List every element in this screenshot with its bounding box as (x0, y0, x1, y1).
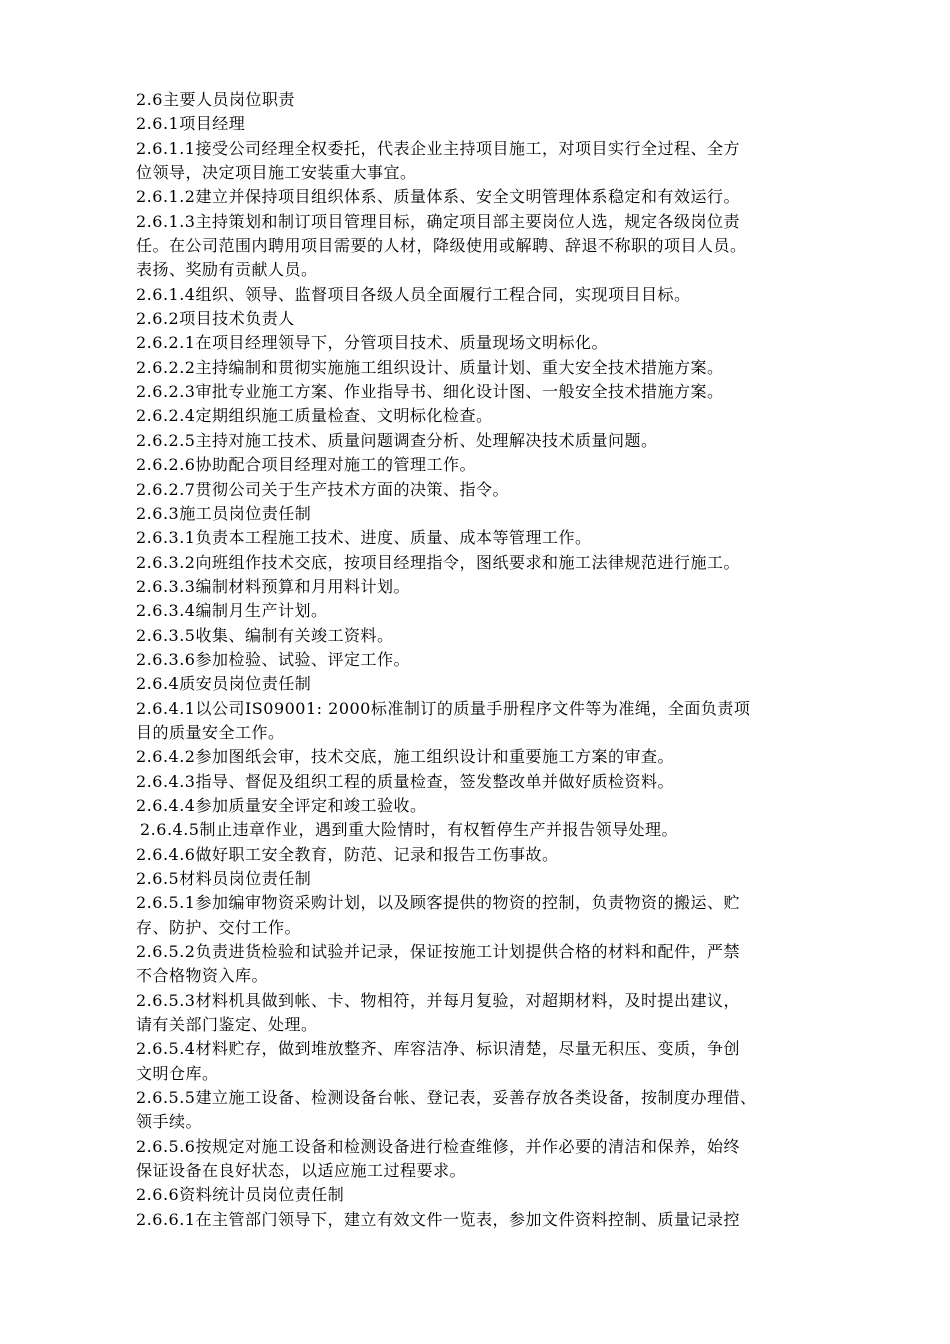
text-line: 2.6.4.6做好职工安全教育，防范、记录和报告工伤事故。 (136, 844, 559, 864)
text-line: 2.6.5.5建立施工设备、检测设备台帐、登记表，妥善存放各类设备，按制度办理借、 (136, 1088, 757, 1108)
text-line: 表扬、奖励有贡献人员。 (136, 260, 318, 280)
text-line: 2.6.1.2建立并保持项目组织体系、质量体系、安全文明管理体系稳定和有效运行。 (136, 187, 740, 207)
text-line: 任。在公司范围内聘用项目需要的人材，降级使用或解聘、辞退不称职的项目人员。 (136, 236, 747, 256)
text-line: 2.6.2.5主持对施工技术、质量问题调查分析、处理解决技术质量问题。 (136, 430, 658, 450)
text-line: 2.6.5.4材料贮存，做到堆放整齐、库容洁净、标识清楚，尽量无积压、变质，争创 (136, 1039, 740, 1059)
text-line: 2.6.5.2负责进货检验和试验并记录，保证按施工计划提供合格的材料和配件，严禁 (136, 942, 740, 962)
section-heading: 2.6主要人员岗位职责 (136, 90, 295, 109)
text-line: 目的质量安全工作。 (136, 722, 285, 742)
text-line: 2.6.6.1在主管部门领导下，建立有效文件一览表，参加文件资料控制、质量记录控 (136, 1209, 740, 1229)
text-line: 2.6.5.1参加编审物资采购计划，以及顾客提供的物资的控制，负责物资的搬运、贮 (136, 893, 740, 913)
text-line: 请有关部门鉴定、处理。 (136, 1015, 318, 1035)
text-line: 2.6.2.6协助配合项目经理对施工的管理工作。 (136, 455, 476, 475)
text-line: 2.6.2.4定期组织施工质量检查、文明标化检查。 (136, 406, 493, 426)
text-line: 2.6.4.1以公司IS09001: 2000标准制订的质量手册程序文件等为准绳，全面负责项 (136, 698, 751, 718)
text-line: 2.6.1.3主持策划和制订项目管理目标，确定项目部主要岗位人选，规定各级岗位责 (136, 211, 740, 231)
subsection-heading: 2.6.5材料员岗位责任制 (136, 869, 312, 888)
text-line: 存、防护、交付工作。 (136, 917, 302, 937)
text-line: 2.6.3.4编制月生产计划。 (136, 601, 328, 621)
text-line: 位领导，决定项目施工安装重大事宜。 (136, 163, 417, 183)
text-line: 2.6.5.3材料机具做到帐、卡、物相符，并每月复验，对超期材料，及时提出建议， (136, 990, 740, 1010)
document-page (136, 88, 848, 1232)
text-line: 文明仓库。 (136, 1063, 219, 1083)
subsection-heading: 2.6.3施工员岗位责任制 (136, 503, 312, 523)
text-line: 2.6.4.4参加质量安全评定和竣工验收。 (136, 795, 427, 815)
text-line: 不合格物资入库。 (136, 966, 269, 986)
text-line: 2.6.3.2向班组作技术交底，按项目经理指令，图纸要求和施工法律规范进行施工。 (136, 552, 740, 572)
text-line: 2.6.2.2主持编制和贯彻实施施工组织设计、质量计划、重大安全技术措施方案。 (136, 357, 724, 377)
text-line: 2.6.1.1接受公司经理全权委托，代表企业主持项目施工，对项目实行全过程、全方 (136, 138, 740, 158)
text-line: 2.6.4.3指导、督促及组织工程的质量检查，签发整改单并做好质检资料。 (136, 771, 674, 791)
text-line: 2.6.2.1在项目经理领导下，分管项目技术、质量现场文明标化。 (136, 333, 608, 353)
text-line: 2.6.5.6按规定对施工设备和检测设备进行检查维修，并作必要的清洁和保养，始终 (136, 1136, 740, 1156)
text-line: 2.6.3.5收集、编制有关竣工资料。 (136, 625, 394, 645)
text-line: 2.6.4.5制止违章作业，遇到重大险情时，有权暂停生产并报告领导处理。 (140, 820, 678, 840)
subsection-heading: 2.6.1项目经理 (136, 114, 246, 134)
text-line: 2.6.2.7贯彻公司关于生产技术方面的决策、指令。 (136, 479, 509, 499)
text-line: 2.6.2.3审批专业施工方案、作业指导书、细化设计图、一般安全技术措施方案。 (136, 382, 724, 402)
text-line: 2.6.3.1负责本工程施工技术、进度、质量、成本等管理工作。 (136, 528, 592, 548)
subsection-heading: 2.6.4质安员岗位责任制 (136, 674, 312, 694)
text-line: 2.6.4.2参加图纸会审，技术交底，施工组织设计和重要施工方案的审查。 (136, 747, 674, 767)
text-line: 2.6.3.3编制材料预算和月用料计划。 (136, 576, 410, 596)
text-line: 2.6.3.6参加检验、试验、评定工作。 (136, 649, 410, 669)
subsection-heading: 2.6.2项目技术负责人 (136, 309, 295, 329)
text-line: 2.6.1.4组织、领导、监督项目各级人员全面履行工程合同，实现项目目标。 (136, 284, 691, 304)
subsection-heading: 2.6.6资料统计员岗位责任制 (136, 1185, 345, 1205)
text-line: 保证设备在良好状态，以适应施工过程要求。 (136, 1161, 467, 1181)
text-line: 领手续。 (136, 1112, 203, 1132)
